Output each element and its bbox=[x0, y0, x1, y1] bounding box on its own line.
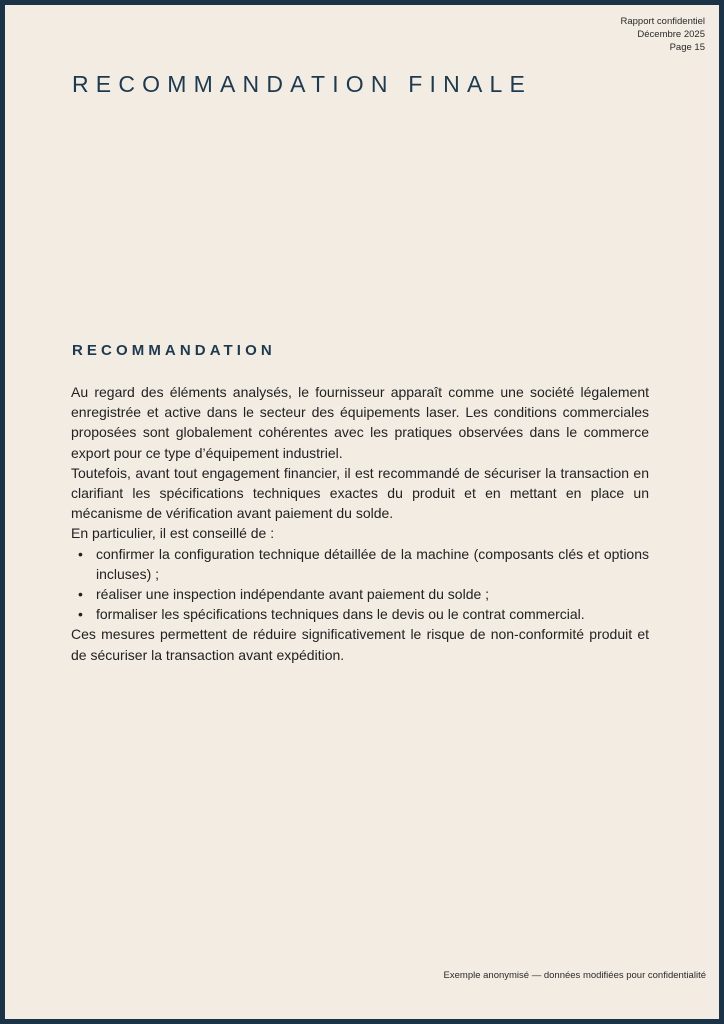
list-item-text: formaliser les spécifications techniques dans le devis ou le contrat commercial. bbox=[96, 606, 585, 623]
header-meta bbox=[621, 15, 706, 54]
recommendation-list bbox=[71, 544, 649, 625]
bullet-marker: • bbox=[78, 606, 83, 623]
page-number: Page 15 bbox=[669, 42, 705, 53]
bullet-marker: • bbox=[78, 586, 83, 603]
paragraph: Toutefois, avant tout engagement financier, il est recommandé de sécuriser la transaction en clarifiant les spécifications techniques exactes du produit et en mettant en place un mécanisme de vérification avant paiement du solde. bbox=[71, 464, 649, 522]
footer-note: Exemple anonymisé — données modifiées pour confidentialité bbox=[443, 970, 706, 981]
list-item bbox=[78, 544, 649, 584]
list-item bbox=[78, 584, 649, 604]
paragraph: Ces mesures permettent de réduire significativement le risque de non-conformité produit et de sécuriser la transaction avant expédition. bbox=[71, 626, 649, 663]
page-title: RECOMMANDATION FINALE bbox=[72, 71, 533, 97]
recommendation-body bbox=[71, 382, 649, 665]
report-label: Rapport confidentiel bbox=[620, 16, 705, 27]
section-heading: RECOMMANDATION bbox=[72, 342, 276, 359]
report-date: Décembre 2025 bbox=[637, 29, 705, 40]
list-item-text: confirmer la configuration technique détaillée de la machine (composants clés et options incluses) ; bbox=[96, 545, 649, 582]
paragraph: En particulier, il est conseillé de : bbox=[71, 525, 275, 542]
list-item-text: réaliser une inspection indépendante avant paiement du solde ; bbox=[96, 586, 490, 603]
paragraph: Au regard des éléments analysés, le fournisseur apparaît comme une société légalement enregistrée et active dans le secteur des équipements laser. Les conditions commerciales proposées sont globalement cohérentes avec les pratiques observées dans le commerce export pour ce type d’équipement industriel. bbox=[71, 384, 649, 461]
document-page bbox=[5, 5, 719, 1019]
list-item bbox=[78, 604, 649, 624]
bullet-marker: • bbox=[78, 545, 83, 562]
